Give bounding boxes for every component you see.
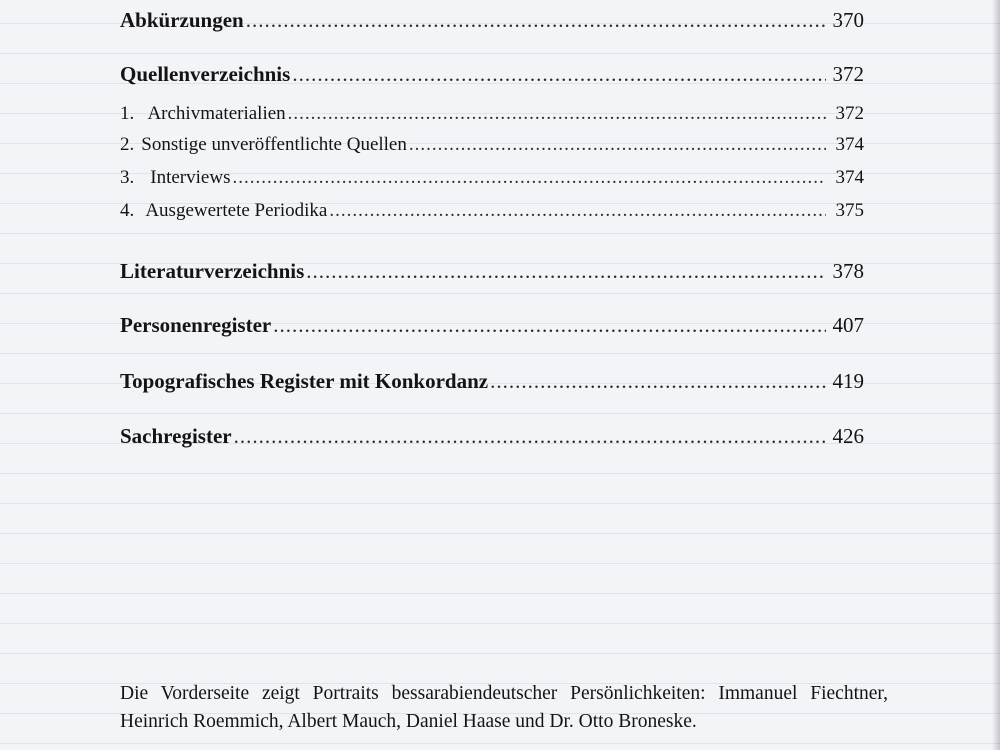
- toc-entry-interviews: [120, 167, 864, 189]
- dot-leader: [273, 313, 826, 338]
- page-edge-shadow: [992, 0, 1000, 750]
- dot-leader: [409, 134, 826, 156]
- dot-leader: [232, 167, 826, 189]
- dot-leader: [306, 259, 826, 284]
- toc-title: Quellenverzeichnis: [120, 62, 291, 86]
- toc-page-number: 426: [832, 424, 864, 448]
- toc-title: Personenregister: [120, 313, 272, 337]
- toc-page-number: 372: [832, 62, 864, 86]
- toc-number: 4.: [120, 200, 135, 221]
- toc-title: Sachregister: [120, 424, 232, 448]
- toc-title: Topografisches Register mit Konkordanz: [120, 369, 489, 393]
- dot-leader: [234, 424, 826, 449]
- toc-entry-sonstige-quellen: [120, 134, 864, 156]
- toc-title: Abkürzungen: [120, 8, 244, 32]
- toc-title: Interviews: [150, 167, 231, 188]
- dot-leader: [490, 369, 826, 394]
- toc-page-number: 407: [832, 313, 864, 337]
- toc-page-number: 378: [832, 259, 864, 283]
- toc-page-number: 374: [835, 167, 864, 188]
- toc-title: Archivmaterialien: [147, 103, 286, 124]
- dot-leader: [329, 200, 826, 222]
- toc-page-number: 375: [835, 200, 864, 221]
- toc-number: 3.: [120, 167, 135, 188]
- toc-page-number: 419: [832, 369, 864, 393]
- toc-entry-archivmaterialien: [120, 103, 864, 125]
- cover-caption-text: Die Vorderseite zeigt Portraits bessarabiendeutscher Persönlichkeiten: Immanuel Fiechtner, Heinrich Roemmich, Albert Mauch, Daniel Haase und Dr. Otto Broneske.: [120, 683, 888, 732]
- toc-entry-sachregister: [120, 424, 864, 449]
- toc-entry-periodika: [120, 200, 864, 222]
- toc-entry-abkuerzungen: [120, 8, 864, 33]
- toc-number: 1.: [120, 103, 135, 124]
- toc-title: Sonstige unveröffentlichte Quellen: [141, 134, 407, 155]
- toc-title: Literaturverzeichnis: [120, 259, 305, 283]
- toc-number: 2.: [120, 134, 135, 155]
- dot-leader: [246, 8, 826, 33]
- toc-entry-personenregister: [120, 313, 864, 338]
- toc-entry-topografisches-register: [120, 369, 864, 394]
- toc-page-number: 370: [832, 8, 864, 32]
- toc-title: Ausgewertete Periodika: [145, 200, 328, 221]
- dot-leader: [292, 62, 826, 87]
- dot-leader: [288, 103, 826, 125]
- toc-page-number: 372: [835, 103, 864, 124]
- cover-caption: [120, 680, 888, 736]
- toc-entry-literaturverzeichnis: [120, 259, 864, 284]
- toc-entry-quellenverzeichnis: [120, 62, 864, 87]
- toc-page-number: 374: [835, 134, 864, 155]
